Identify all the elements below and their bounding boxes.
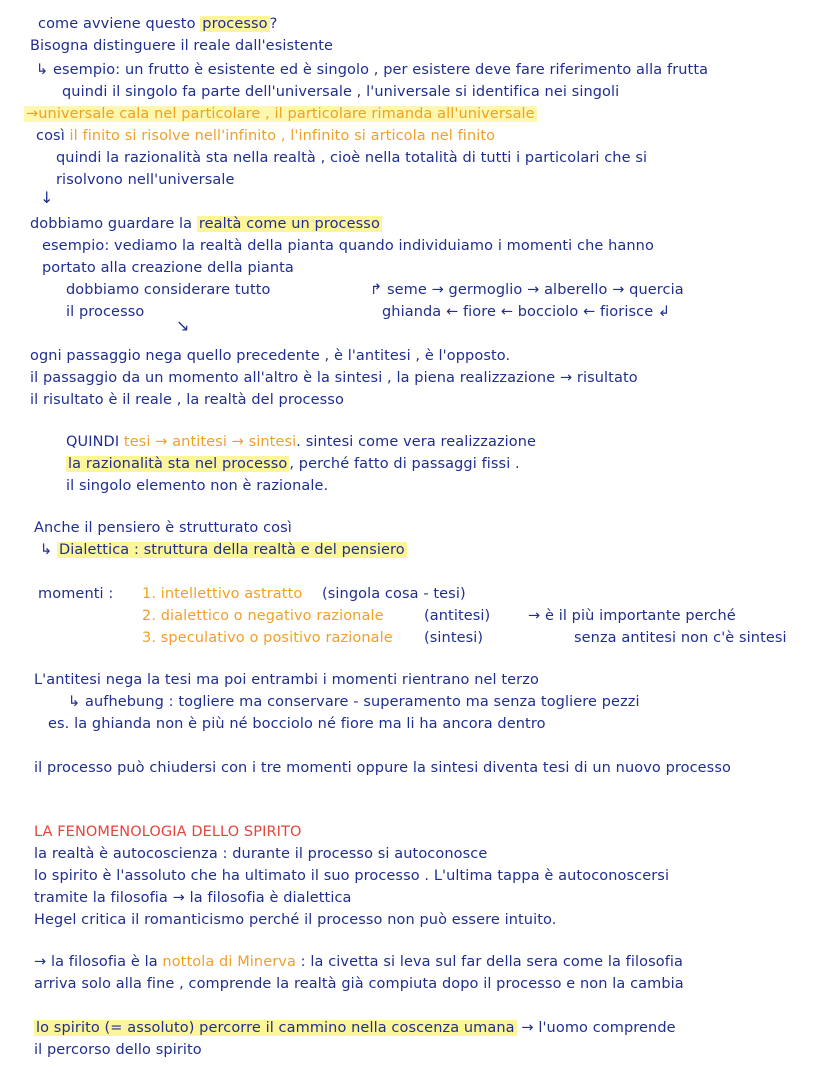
note-line-13b: ghianda ← fiore ← bocciolo ← fiorisce ↲ <box>382 304 671 320</box>
note-line-35: arriva solo alla fine , comprende la realtà già compiuta dopo il processo e non la cambia <box>34 976 684 992</box>
note-line-23d: → è il più importante perché <box>528 608 736 624</box>
note-line-27: es. la ghianda non è più né bocciolo né fiore ma li ha ancora dentro <box>48 716 546 732</box>
note-line-13a: il processo <box>66 304 145 320</box>
note-line-31: lo spirito è l'assoluto che ha ultimato il suo processo . L'ultima tappa è autoconoscersi <box>34 868 670 884</box>
note-line-12a: dobbiamo considerare tutto <box>66 282 271 298</box>
note-line-6: così il finito si risolve nell'infinito , l'infinito si articola nel finito <box>36 128 496 144</box>
note-line-12b: ↱ seme → germoglio → alberello → quercia <box>370 282 684 298</box>
note-line-1: come avviene questo processo ? <box>38 16 278 32</box>
note-line-21: ↳ Dialettica : struttura della realtà e del pensiero <box>40 542 405 558</box>
note-line-32: tramite la filosofia → la filosofia è dialettica <box>34 890 352 906</box>
note-line-2: Bisogna distinguere il reale dall'esistente <box>30 38 334 54</box>
note-line-11: portato alla creazione della pianta <box>42 260 294 276</box>
note-line-22b: 1. intellettivo astratto <box>142 586 303 602</box>
note-line-34: → la filosofia è la nottola di Minerva : la civetta si leva sul far della sera come la filosofia <box>34 954 684 970</box>
note-line-24d: senza antitesi non c'è sintesi <box>574 630 787 646</box>
curved-arrow-icon: ↓ <box>40 188 54 207</box>
note-line-30: la realtà è autocoscienza : durante il processo si autoconosce <box>34 846 488 862</box>
note-line-20: Anche il pensiero è strutturato così <box>34 520 292 536</box>
note-line-36: lo spirito (= assoluto) percorre il cammino nella coscenza umana → l'uomo comprende <box>36 1020 676 1036</box>
note-line-9: dobbiamo guardare la realtà come un processo <box>30 216 380 232</box>
note-line-24b: 3. speculativo o positivo razionale <box>142 630 393 646</box>
note-line-23c: (antitesi) <box>424 608 491 624</box>
note-line-25: L'antitesi nega la tesi ma poi entrambi i momenti rientrano nel terzo <box>34 672 539 688</box>
note-line-4: quindi il singolo fa parte dell'universale , l'universale si identifica nei singoli <box>62 84 620 100</box>
note-line-7: quindi la razionalità sta nella realtà , cioè nella totalità di tutti i particolari che si <box>56 150 648 166</box>
note-line-24c: (sintesi) <box>424 630 484 646</box>
note-line-8: risolvono nell'universale <box>56 172 235 188</box>
section-title: LA FENOMENOLOGIA DELLO SPIRITO <box>34 824 302 840</box>
note-line-16: il risultato è il reale , la realtà del processo <box>30 392 344 408</box>
note-line-14: ogni passaggio nega quello precedente , è l'antitesi , è l'opposto. <box>30 348 511 364</box>
note-line-22a: momenti : <box>38 586 114 602</box>
note-line-26: ↳ aufhebung : togliere ma conservare - superamento ma senza togliere pezzi <box>68 694 640 710</box>
note-line-33: Hegel critica il romanticismo perché il processo non può essere intuito. <box>34 912 557 928</box>
note-line-5: →universale cala nel particolare , il particolare rimanda all'universale <box>26 106 535 122</box>
note-line-23b: 2. dialettico o negativo razionale <box>142 608 384 624</box>
down-arrow-icon: ↘ <box>176 316 190 335</box>
note-line-28: il processo può chiudersi con i tre momenti oppure la sintesi diventa tesi di un nuovo processo <box>34 760 731 776</box>
note-line-18: la razionalità sta nel processo , perché fatto di passaggi fissi . <box>68 456 520 472</box>
note-line-22c: (singola cosa - tesi) <box>322 586 466 602</box>
note-line-15: il passaggio da un momento all'altro è la sintesi , la piena realizzazione → risultato <box>30 370 638 386</box>
note-line-3: ↳ esempio: un frutto è esistente ed è singolo , per esistere deve fare riferimento alla frutta <box>36 62 709 78</box>
note-line-10: esempio: vediamo la realtà della pianta quando individuiamo i momenti che hanno <box>42 238 654 254</box>
note-line-37: il percorso dello spirito <box>34 1042 202 1058</box>
note-line-19: il singolo elemento non è razionale. <box>66 478 329 494</box>
note-line-17: QUINDI tesi → antitesi → sintesi. sintesi come vera realizzazione <box>66 434 537 450</box>
